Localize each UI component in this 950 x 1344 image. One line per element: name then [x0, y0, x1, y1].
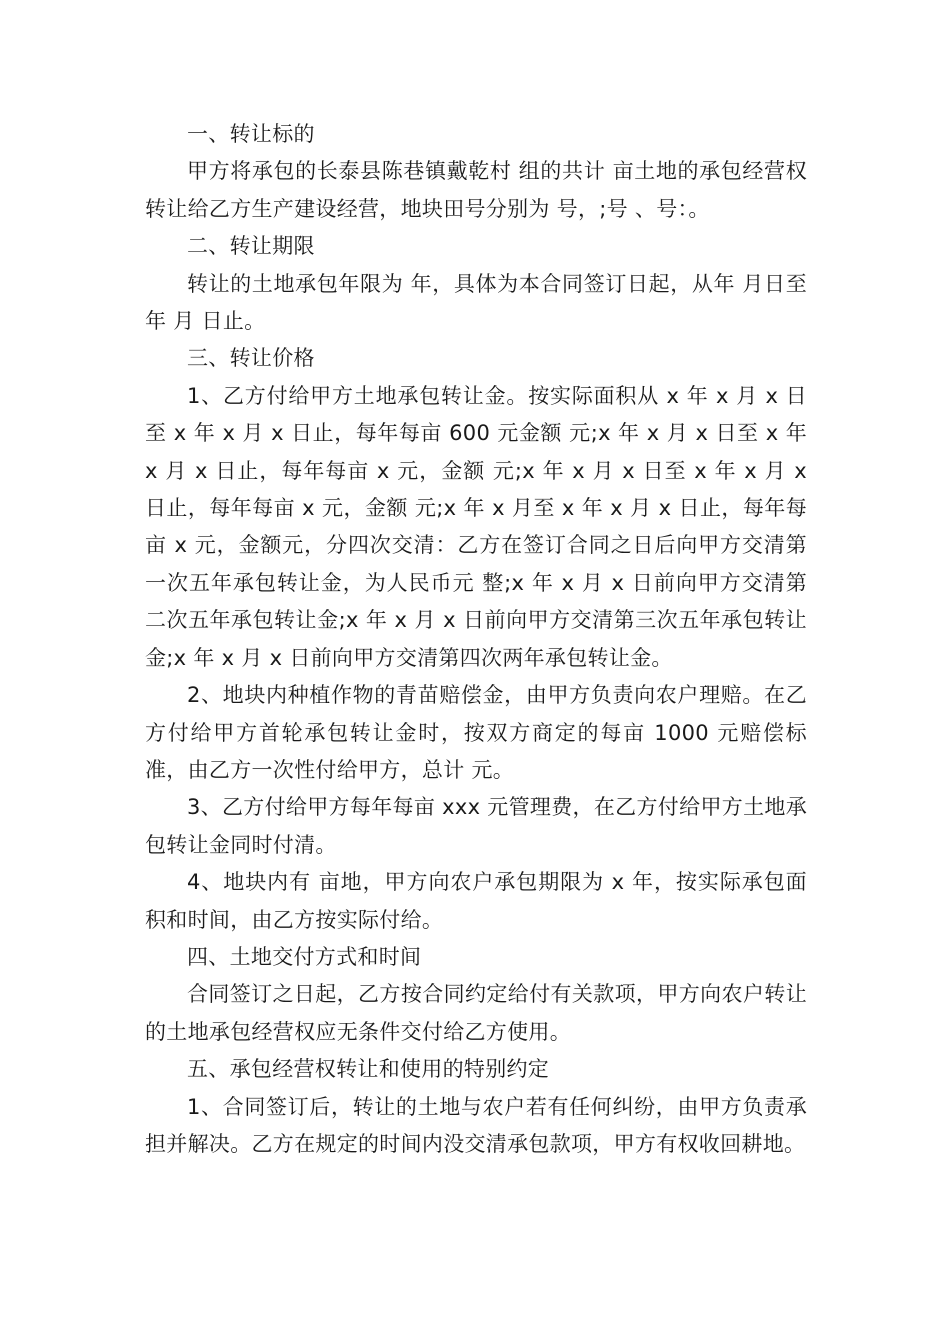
paragraph-price-item-2: 2、地块内种植作物的青苗赔偿金，由甲方负责向农户理赔。在乙方付给甲方首轮承包转让金时，按双方商定的每亩 1000 元赔偿标准，由乙方一次性付给甲方，总计 元。: [145, 683, 807, 782]
paragraph-land-delivery: 合同签订之日起，乙方按合同约定给付有关款项，甲方向农户转让的土地承包经营权应无条件交付给乙方使用。: [145, 982, 807, 1044]
paragraph-transfer-term: 转让的土地承包年限为 年，具体为本合同签订日起，从年 月日至 年 月 日止。: [145, 271, 807, 334]
section-heading-transfer-subject: 一、转让标的: [187, 122, 315, 146]
document-body: [145, 116, 807, 1163]
paragraph-price-item-4: 4、地块内有 亩地，甲方向农户承包期限为 x 年，按实际承包面积和时间，由乙方按实际付给。: [145, 870, 807, 932]
section-heading-land-delivery: 四、土地交付方式和时间: [187, 944, 422, 969]
paragraph-special-terms-item-1: 1、合同签订后，转让的土地与农户若有任何纠纷，由甲方负责承担并解决。乙方在规定的时间内没交清承包款项，甲方有权收回耕地。: [145, 1094, 807, 1156]
section-heading-transfer-term: 二、转让期限: [187, 234, 315, 259]
section-heading-transfer-price: 三、转让价格: [187, 346, 315, 371]
paragraph-price-item-3: 3、乙方付给甲方每年每亩 xxx 元管理费，在乙方付给甲方土地承包转让金同时付清。: [145, 795, 807, 857]
paragraph-transfer-subject: 甲方将承包的长泰县陈巷镇戴乾村 组的共计 亩土地的承包经营权转让给乙方生产建设经营，地块田号分别为 号，;号 、号：。: [145, 159, 807, 221]
paragraph-price-item-1: 1、乙方付给甲方土地承包转让金。按实际面积从 x 年 x 月 x 日至 x 年 x 月 x 日止，每年每亩 600 元金额 元;x 年 x 月 x 日至 x 年 x 月 x 日止，每年每亩 x 元，金额 元;x 年 x 月 x 日至 x 年 x 月 x 日止，每年每亩 x 元，金额 元;x 年 x 月至 x 年 x 月 x 日止，每年每亩 x 元，金额元，分四次交清：乙方在签订合同之日后向甲方交清第一次五年承包转让金，为人民币元 整;x 年 x 月 x 日前向甲方交清第二次五年承包转让金;x 年 x 月 x 日前向甲方交清第三次五年承包转让金;x 年 x 月 x 日前向甲方交清第四次两年承包转让金。: [145, 383, 807, 670]
section-heading-special-terms: 五、承包经营权转让和使用的特别约定: [187, 1057, 550, 1082]
